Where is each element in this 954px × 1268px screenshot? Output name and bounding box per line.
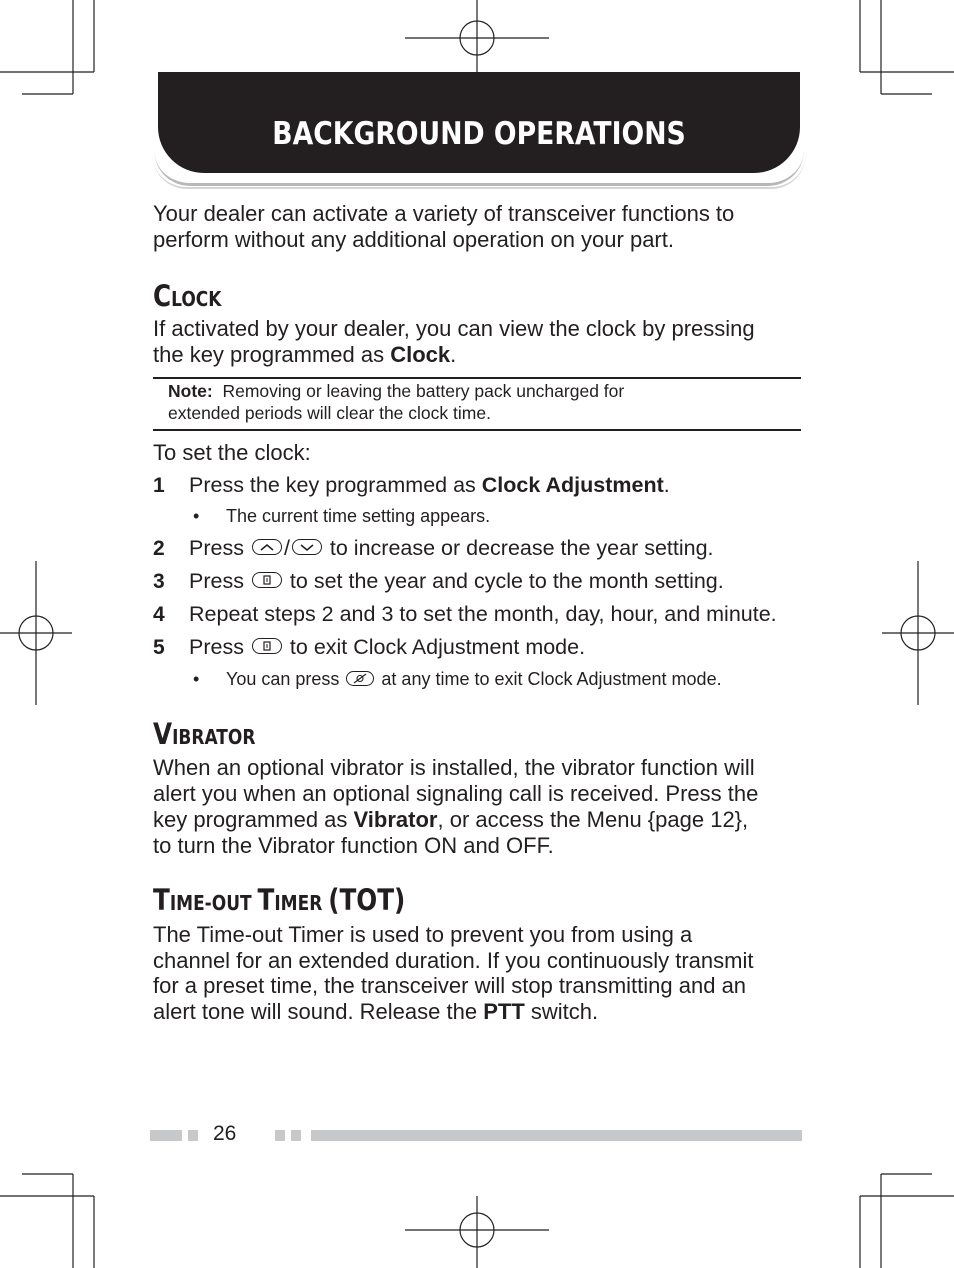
note-line2: extended periods will clear the clock time.: [168, 403, 491, 423]
set-clock-intro: To set the clock:: [153, 440, 311, 465]
vibrator-line1: When an optional vibrator is installed, the vibrator function will: [153, 755, 755, 780]
bullet-symbol: •: [193, 506, 200, 526]
step-3-text: Press to set the year and cycle to the month setting.: [189, 569, 724, 593]
vibrator-section-title: VIBRATOR: [153, 717, 256, 751]
step-number: 3: [153, 570, 165, 593]
down-key-icon: [292, 539, 322, 555]
step-2-text: Press / to increase or decrease the year setting.: [189, 536, 714, 560]
step-1-text: Press the key programmed as Clock Adjustment.: [189, 473, 670, 497]
footer-bar-dot1: [275, 1130, 285, 1141]
page-number: 26: [213, 1122, 237, 1145]
page-title: BACKGROUND OPERATIONS: [272, 116, 686, 152]
tot-line4: alert tone will sound. Release the PTT switch.: [153, 999, 599, 1024]
note-top-rule: [153, 377, 801, 379]
intro-paragraph: Your dealer can activate a variety of transceiver functions to perform without any additional operation on your part.: [153, 201, 735, 252]
tot-line2: channel for an extended duration. If you continuously transmit: [153, 948, 754, 973]
clock-paragraph-line1: If activated by your dealer, you can view the clock by pressing: [153, 316, 755, 341]
vibrator-line2: alert you when an optional signaling call is received. Press the: [153, 781, 759, 806]
header-banner: [158, 72, 800, 173]
menu-key-icon: [252, 572, 282, 588]
bullet-1-text: The current time setting appears.: [226, 506, 491, 526]
tot-line1: The Time-out Timer is used to prevent you from using a: [153, 922, 693, 947]
tot-line3: for a preset time, the transceiver will stop transmitting and an: [153, 973, 747, 998]
clock-section-title: CLOCK: [153, 279, 222, 313]
esc-key-icon: [346, 671, 374, 686]
step-number: 5: [153, 636, 165, 659]
step-number: 2: [153, 537, 165, 560]
tot-section-title: TIME-OUT TIMER (TOT): [153, 883, 406, 917]
step-5-text: Press to exit Clock Adjustment mode.: [189, 635, 586, 659]
vibrator-line3: key programmed as Vibrator, or access the Menu {page 12},: [153, 807, 749, 832]
footer-bar-left: [150, 1130, 182, 1141]
up-key-icon: [252, 539, 282, 555]
step-number: 4: [153, 603, 165, 626]
bullet-symbol: •: [193, 669, 200, 689]
menu-key-icon: [252, 638, 282, 654]
footer-bar-left-small: [188, 1130, 198, 1141]
footer-bar-dot2: [291, 1130, 301, 1141]
vibrator-line4: to turn the Vibrator function ON and OFF.: [153, 833, 554, 858]
note-bottom-rule: [153, 429, 801, 431]
note-line1: Note: Removing or leaving the battery pack uncharged for: [168, 381, 625, 401]
bullet-2-text: You can press at any time to exit Clock Adjustment mode.: [226, 669, 722, 689]
step-4-text: Repeat steps 2 and 3 to set the month, day, hour, and minute.: [189, 602, 777, 626]
clock-paragraph-line2: the key programmed as Clock.: [153, 342, 457, 367]
footer-bar-right: [311, 1130, 802, 1141]
step-number: 1: [153, 474, 165, 497]
